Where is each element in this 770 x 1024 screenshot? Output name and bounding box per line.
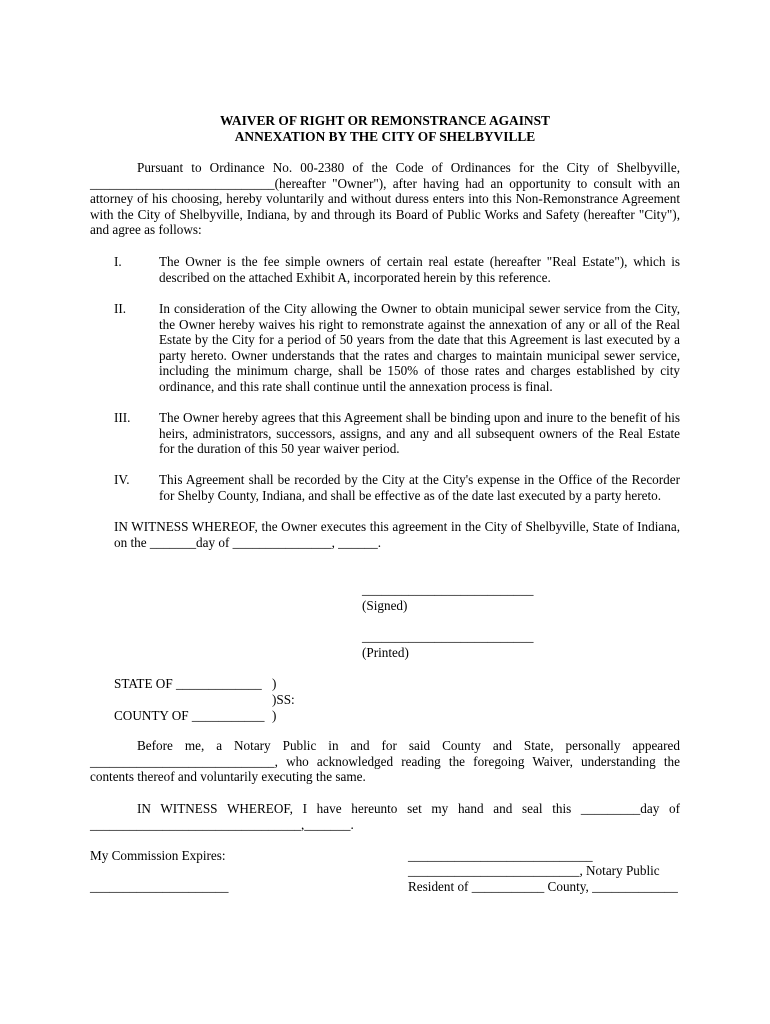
state-of: STATE OF _____________ (114, 676, 262, 691)
item-line: party hereto. Owner understands that the rates and charges to maintain municipal sewer service, (159, 347, 680, 363)
item-line: The Owner hereby agrees that this Agreement shall be binding upon and inure to the benefit of his (159, 410, 680, 425)
notary-line: ____________________________, who acknowledged reading the foregoing Waiver, understanding the (90, 753, 680, 769)
item-line: heirs, administrators, successors, assigns, and any and all subsequent owners of the Real Estate (159, 425, 680, 441)
item-numeral: I. (114, 254, 122, 269)
item-text (159, 472, 680, 503)
signed-label: (Signed) (362, 598, 408, 613)
notary-line: contents thereof and voluntarily executing the same. (90, 769, 366, 785)
title-line-2: ANNEXATION BY THE CITY OF SHELBYVILLE (234, 129, 536, 144)
state-paren: ) (272, 676, 277, 691)
witness-line: IN WITNESS WHEREOF, the Owner executes this agreement in the City of Shelbyville, State of Indiana, (114, 519, 680, 534)
county-paren: ) (272, 708, 277, 723)
commission-blank: _____________________ (90, 879, 229, 894)
item-line: for Shelby County, Indiana, and shall be effective as of the date last executed by a party hereto. (159, 487, 662, 503)
notary-resident-line: Resident of ___________ County, _____________ (408, 879, 678, 894)
commission-label: My Commission Expires: (90, 848, 226, 863)
notary-public-line: __________________________, Notary Public (408, 863, 660, 878)
item-line: Estate by the City for a period of 50 years from the date that this Agreement is last executed by a (159, 332, 680, 348)
ss-mark: )SS: (272, 692, 295, 707)
item-line: ordinance, and this rate shall continue until the annexation process is final. (159, 378, 553, 394)
notary-paragraph (90, 738, 680, 785)
item-line: described on the attached Exhibit A, incorporated herein by this reference. (159, 269, 551, 285)
printed-line: __________________________ (362, 629, 534, 644)
item-numeral: III. (114, 410, 131, 425)
printed-label: (Printed) (362, 645, 409, 660)
notary-witness-line: ________________________________,_______. (90, 816, 354, 832)
county-of: COUNTY OF ___________ (114, 708, 265, 723)
witness-line: on the _______day of _______________, ______. (114, 534, 382, 550)
signed-line: __________________________ (362, 582, 534, 597)
item-text (159, 254, 680, 285)
item-numeral: II. (114, 301, 127, 316)
intro-line: with the City of Shelbyville, Indiana, by and through its Board of Public Works and Safety (hereafter "City"), (90, 206, 680, 222)
item-numeral: IV. (114, 472, 130, 487)
witness-paragraph (114, 519, 680, 550)
notary-line: Before me, a Notary Public in and for said County and State, personally appeared (137, 738, 680, 753)
intro-line: ____________________________(hereafter "Owner"), after having had an opportunity to consult with an (90, 175, 680, 191)
item-line: This Agreement shall be recorded by the City at the City's expense in the Office of the Recorder (159, 472, 680, 487)
item-line: The Owner is the fee simple owners of certain real estate (hereafter "Real Estate"), which is (159, 254, 680, 269)
title-line-1: WAIVER OF RIGHT OR REMONSTRANCE AGAINST (220, 113, 550, 128)
item-text (159, 301, 680, 395)
notary-witness-line: IN WITNESS WHEREOF, I have hereunto set my hand and seal this _________day of (137, 801, 680, 816)
intro-line: and agree as follows: (90, 222, 202, 238)
item-line: for the duration of this 50 year waiver period. (159, 441, 400, 457)
item-line: the Owner hereby waives his right to remonstrate against the annexation of any or all of the Real (159, 316, 680, 332)
intro-line: Pursuant to Ordinance No. 00-2380 of the Code of Ordinances for the City of Shelbyville, (137, 160, 680, 175)
intro-line: attorney of his choosing, hereby voluntarily and without duress enters into this Non-Remonstrance Agreement (90, 191, 680, 207)
item-line: including the minimum charge, shall be 150% of those rates and charges established by city (159, 363, 680, 379)
notary-witness-paragraph (90, 801, 680, 832)
intro-paragraph (90, 160, 680, 238)
notary-signature-line: ____________________________ (408, 848, 593, 863)
item-line: In consideration of the City allowing the Owner to obtain municipal sewer service from the City, (159, 301, 680, 316)
item-text (159, 410, 680, 457)
